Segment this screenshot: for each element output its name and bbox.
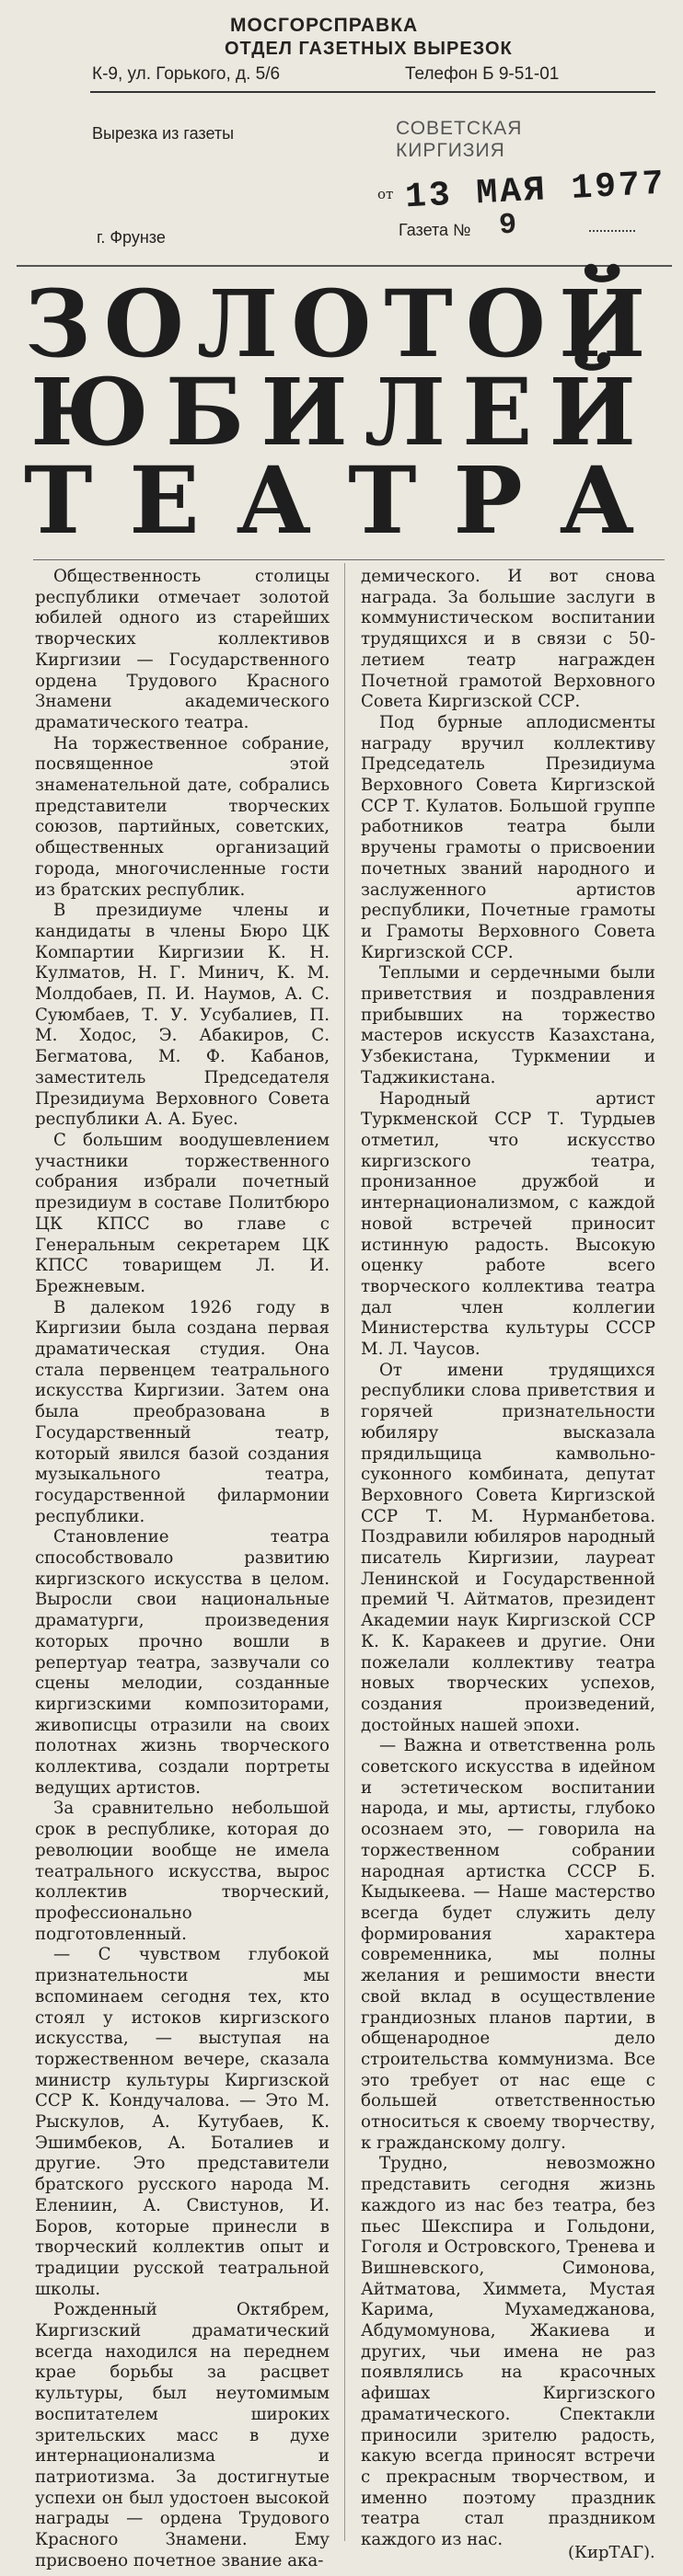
city: г. Фрунзе <box>97 228 166 247</box>
signature: (КирТАГ). <box>568 2543 655 2562</box>
newspaper-stamp <box>396 118 534 162</box>
paragraph: Рожденный Октябрем, Киргизский драматический всегда находился на переднем крае борьбы за расцвет культуры, был неутомимым воспитателем широких зрительских масс в духе интернационализма и патриотизма. За достигнутые успехи он был удостоен высокой награды — ордена Трудового Красного Знамени. Ему присвоено почетное звание ака- <box>35 2300 330 2570</box>
bureau-subtitle: ОТДЕЛ ГАЗЕТНЫХ ВЫРЕЗОК <box>225 39 513 59</box>
newspaper-name: СОВЕТСКАЯ КИРГИЗИЯ <box>396 118 523 161</box>
paragraph: — С чувством глубокой признательности мы вспоминаем сегодня тех, кто стоял у истоков киргизского искусства, — выступая на торжественном вечере, сказала министр культуры Киргизской ССР К. Кондучалова. — Это М. Рыскулов, А. Кутубаев, К. Эшимбеков, А. Боталиев и другие. Это представители братского русского народа М. Елениин, А. Свистунов, И. Боров, которые принесли в творческий коллектив опыт и традиции русской театральной школы. <box>35 1945 330 2299</box>
paragraph: Общественность столицы республики отмечает золотой юбилей одного из старейших творческих коллективов Киргизии — Государственного ордена Трудового Красного Знамени академического драматического театра. <box>35 567 330 732</box>
headline-divider <box>33 559 665 560</box>
bureau-address: К-9, ул. Горького, д. 5/6 <box>92 64 281 84</box>
clipping-label: Вырезка из газеты <box>92 124 235 143</box>
column-divider <box>344 563 345 2541</box>
date-prefix: от <box>377 186 394 202</box>
paragraph: В президиуме члены и кандидаты в члены Бюро ЦК Компартии Киргизии К. Н. Кулматов, Н. Г. Минич, К. М. Молдобаев, П. И. Наумов, А. С. Суюмбаев, Т. У. Усубалиев, П. М. Ходос, Э. Абакиров, С. Бегматова, М. Ф. Кабанов, заместитель Председателя Президиума Верховного Совета республики А. А. Буес. <box>35 901 330 1130</box>
paragraph: На торжественное собрание, посвященное этой знаменательной дате, собрались представители творческих союзов, партийных, советских, общественных организаций города, многочисленные гости из братских республик. <box>35 733 330 900</box>
paragraph: От имени трудящихся республики слова приветствия и горячей признательности юбиляру высказала прядильщица камвольно-суконного комбината, депутат Верховного Совета Киргизской ССР Т. М. Нурманбетова. Поздравили юбиляров народный писатель Киргизии, лауреат Ленинской и Государственной премий Ч. Айтматов, президент Академии наук Киргизской ССР К. К. Каракеев и другие. Они пожелали коллективу театра новых творческих успехов, создания произведений, достойных нашей эпохи. <box>361 1360 655 1735</box>
headline-line-3: ТЕАТРА <box>24 446 672 555</box>
header-divider <box>90 91 655 93</box>
paragraph: демического. И вот снова награда. За большие заслуги в коммунистическом воспитании трудящихся и в связи с 50-летием театр награжден Почетной грамотой Верховного Совета Киргизской ССР. <box>361 567 655 712</box>
paragraph: — Важна и ответственна роль советского искусства в идейном и эстетическом воспитании народа, и мы, артисты, глубоко осознаем это, — говорила на торжественном собрании народная артистка СССР Б. Кыдыкеева. — Наше мастерство всегда будет служить делу формирования характера современника, мы полны желания и решимости внести свой вклад в осуществление грандиозных планов партии, в общенародное дело строительства коммунизма. Все это требует от нас еще с большей ответственностью относиться к своему творчеству, к гражданскому долгу. <box>361 1736 655 2153</box>
paragraph: В далеком 1926 году в Киргизии была создана первая драматическая студия. Она стала первенцем театрального искусства Киргизии. Затем она была преобразована в Государственный театр, который явился базой создания музыкального театра, государственной филармонии республики. <box>35 1297 330 1526</box>
headline-line-2: ЮБИЛЕЙ <box>30 358 653 466</box>
article-column-right <box>361 567 655 2550</box>
headline-line-1: ЗОЛОТОЙ <box>24 270 659 378</box>
paragraph: Трудно, невозможно представить сегодня жизнь каждого из нас без театра, без пьес Шекспира и Гольдони, Гоголя и Островского, Тренева и Вишневского, Симонова, Айтматова, Химмета, Мустая Карима, Мухамеджанова, Абдумомунова, Жакиева и других, чьи имена не раз появлялись на красочных афишах Киргизского драматического. Спектакли приносили зрителю радость, какую всегда приносят встречи с прекрасным творчеством, и именно поэтому праздник театра стал праздником каждого из нас. <box>361 2154 655 2550</box>
paragraph: Становление театра способствовало развитию киргизского искусства в целом. Выросли свои национальные драматурги, произведения которых прочно вошли в репертуар театра, зазвучали со сцены мелодии, созданные киргизскими композиторами, живописцы отразили на своих полотнах жизнь творческого коллектива, создали портреты ведущих артистов. <box>35 1527 330 1798</box>
gazette-label: Газета № <box>399 221 471 239</box>
paragraph: С большим воодушевлением участники торжественного собрания избрали почетный президиум в составе Политбюро ЦК КПСС во главе с Генеральным секретарем ЦК КПСС товарищем Л. И. Брежневым. <box>35 1130 330 1296</box>
bureau-title: МОСГОРСПРАВКА <box>230 15 419 36</box>
paragraph: Народный артист Туркменской ССР Т. Турдыев отметил, что искусство киргизского театра, пронизанное дружбой и интернационализмом, с каждой новой встречей приносит истинную радость. Высокую оценку работе всего творческого коллектива театра дал член коллегии Министерства культуры СССР М. Л. Чаусов. <box>361 1088 655 1360</box>
paragraph: Под бурные аплодисменты награду вручил коллективу Председатель Президиума Верховного Совета Киргизской ССР Т. Кулатов. Большой группе работников театра были вручены грамоты о присвоении почетных званий народного и заслуженного артистов республики, Почетные грамоты и Грамоты Верховного Совета Киргизской ССР. <box>361 712 655 962</box>
bureau-phone: Телефон Б 9-51-01 <box>405 64 560 84</box>
date-stamp: 13 МАЯ 1977 <box>404 164 667 218</box>
gazette-number: 9 <box>498 207 518 243</box>
gazette-fill-line <box>589 230 635 232</box>
paragraph: За сравнительно небольшой срок в республике, которая до революции вообще не имела театрального искусства, вырос коллектив творческий, профессионально подготовленный. <box>35 1799 330 1944</box>
paragraph: Теплыми и сердечными были приветствия и поздравления прибывших на торжество мастеров искусств Казахстана, Узбекистана, Туркмении и Таджикистана. <box>361 963 655 1087</box>
article-column-left <box>35 567 330 2570</box>
